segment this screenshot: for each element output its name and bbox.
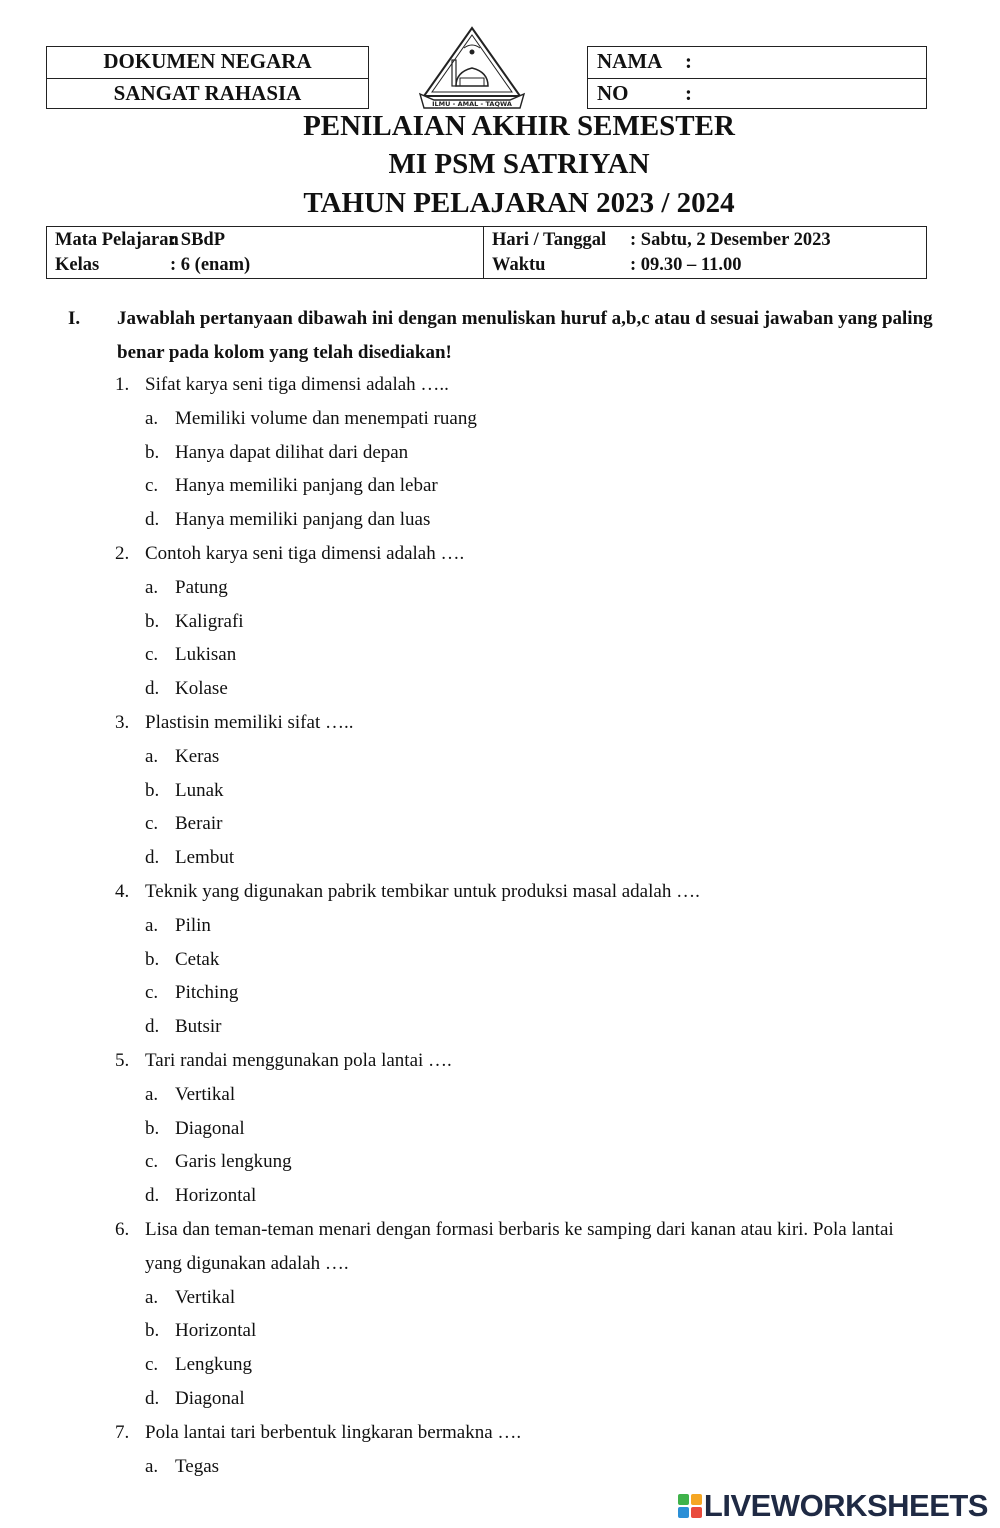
classification-line-1: DOKUMEN NEGARA [103, 49, 312, 73]
option-text: Diagonal [175, 1117, 245, 1139]
answer-option[interactable] [115, 740, 935, 774]
section-number: I. [68, 308, 81, 329]
answer-option[interactable] [115, 1145, 935, 1179]
option-text: Lembut [175, 847, 235, 869]
option-text: Horizontal [175, 1320, 257, 1342]
exam-title: PENILAIAN AKHIR SEMESTER [303, 110, 735, 142]
question-stem [115, 368, 935, 402]
option-letter: a. [145, 914, 159, 936]
question-number: 3. [115, 711, 130, 733]
option-letter: a. [145, 576, 159, 598]
answer-option[interactable] [115, 503, 935, 537]
option-letter: b. [145, 779, 160, 801]
question-number: 6. [115, 1218, 130, 1240]
nama-separator: : [685, 49, 692, 73]
option-letter: d. [145, 1185, 160, 1207]
watermark-text: LIVEWORKSHEETS [703, 1488, 988, 1523]
question-3 [115, 706, 935, 875]
option-letter: d. [145, 847, 160, 869]
answer-option[interactable] [115, 402, 935, 436]
answer-option[interactable] [115, 841, 935, 875]
question-stem [115, 1416, 935, 1450]
question-text: Lisa dan teman-teman menari dengan formasi berbaris ke samping dari kanan atau kiri. Pola lantai yang digunakan adalah …. [145, 1218, 894, 1274]
classification-box [46, 46, 369, 109]
no-label: NO [597, 81, 629, 105]
option-letter: a. [145, 745, 159, 767]
answer-option[interactable] [115, 1281, 935, 1315]
question-7 [115, 1416, 935, 1484]
kelas-label: Kelas [55, 255, 100, 275]
question-text: Plastisin memiliki sifat ….. [145, 711, 354, 733]
option-text: Keras [175, 745, 220, 767]
option-text: Hanya dapat dilihat dari depan [175, 441, 409, 463]
question-number: 1. [115, 374, 130, 395]
question-number: 7. [115, 1421, 130, 1443]
hari-value: : Sabtu, 2 Desember 2023 [630, 230, 831, 250]
option-text: Kolase [175, 678, 228, 700]
option-letter: a. [145, 1455, 159, 1477]
option-text: Vertikal [175, 1083, 236, 1105]
logo-square [678, 1494, 689, 1505]
option-letter: c. [145, 644, 159, 666]
mapel-value: : SBdP [170, 230, 226, 250]
waktu-row [492, 253, 926, 278]
question-text: Tari randai menggunakan pola lantai …. [145, 1049, 452, 1071]
answer-option[interactable] [115, 1179, 935, 1213]
option-letter: b. [145, 1117, 160, 1139]
hari-label: Hari / Tanggal [492, 230, 607, 250]
option-text: Butsir [175, 1016, 222, 1038]
option-text: Lunak [175, 779, 224, 801]
option-text: Horizontal [175, 1185, 257, 1207]
question-number: 2. [115, 542, 130, 564]
logo-square [691, 1494, 702, 1505]
option-text: Diagonal [175, 1387, 245, 1409]
question-5 [115, 1044, 935, 1213]
mapel-row [55, 228, 483, 253]
question-text: Teknik yang digunakan pabrik tembikar untuk produksi masal adalah …. [145, 880, 700, 902]
answer-option[interactable] [115, 807, 935, 841]
option-letter: b. [145, 441, 160, 463]
exam-info-table [46, 226, 927, 279]
question-4 [115, 875, 935, 1044]
section-instruction [68, 302, 938, 370]
option-text: Memiliki volume dan menempati ruang [175, 407, 477, 429]
option-letter: c. [145, 813, 159, 835]
option-text: Hanya memiliki panjang dan luas [175, 509, 431, 531]
answer-option[interactable] [115, 436, 935, 470]
kelas-row [55, 253, 483, 278]
option-letter: b. [145, 948, 160, 970]
option-text: Garis lengkung [175, 1151, 292, 1173]
option-letter: d. [145, 1016, 160, 1038]
no-row[interactable] [588, 78, 926, 109]
classification-line-2: SANGAT RAHASIA [47, 78, 368, 109]
answer-option[interactable] [115, 638, 935, 672]
answer-option[interactable] [115, 605, 935, 639]
question-6 [115, 1213, 935, 1416]
answer-option[interactable] [115, 1348, 935, 1382]
liveworksheets-watermark [678, 1488, 988, 1524]
option-letter: b. [145, 610, 160, 632]
option-text: Vertikal [175, 1286, 236, 1308]
question-2 [115, 537, 935, 706]
option-letter: c. [145, 1151, 159, 1173]
answer-option[interactable] [115, 774, 935, 808]
no-separator: : [685, 81, 692, 105]
question-list [115, 368, 935, 1483]
option-text: Pitching [175, 982, 239, 1004]
logo-motto: ILMU - AMAL - TAQWA [432, 100, 512, 108]
option-text: Patung [175, 576, 228, 598]
mapel-label: Mata Pelajaran [55, 230, 179, 250]
answer-option[interactable] [115, 1314, 935, 1348]
school-logo-icon [412, 24, 532, 110]
option-letter: d. [145, 1387, 160, 1409]
answer-option[interactable] [115, 469, 935, 503]
option-text: Hanya memiliki panjang dan lebar [175, 475, 438, 497]
option-letter: b. [145, 1320, 160, 1342]
question-text: Sifat karya seni tiga dimensi adalah ….. [145, 374, 449, 395]
option-letter: c. [145, 1354, 159, 1376]
school-name: MI PSM SATRIYAN [388, 148, 650, 180]
waktu-label: Waktu [492, 255, 546, 275]
option-text: Tegas [175, 1455, 220, 1477]
answer-option[interactable] [115, 571, 935, 605]
question-stem [115, 706, 935, 740]
option-letter: d. [145, 678, 160, 700]
option-letter: a. [145, 1286, 159, 1308]
nama-row[interactable] [588, 47, 926, 78]
question-stem [115, 1044, 935, 1078]
option-letter: c. [145, 982, 159, 1004]
academic-year: TAHUN PELAJARAN 2023 / 2024 [303, 187, 735, 219]
question-stem [115, 875, 935, 909]
question-1 [115, 368, 935, 537]
option-text: Kaligrafi [175, 610, 244, 632]
option-text: Lengkung [175, 1354, 253, 1376]
question-stem [115, 1213, 935, 1281]
option-letter: c. [145, 475, 159, 497]
liveworksheets-logo-icon [678, 1494, 702, 1518]
question-stem [115, 537, 935, 571]
option-text: Lukisan [175, 644, 237, 666]
answer-option[interactable] [115, 976, 935, 1010]
answer-option[interactable] [115, 1450, 935, 1484]
answer-option[interactable] [115, 1112, 935, 1146]
option-text: Cetak [175, 948, 220, 970]
nama-label: NAMA [597, 49, 663, 73]
logo-square [678, 1507, 689, 1518]
instruction-text: Jawablah pertanyaan dibawah ini dengan menuliskan huruf a,b,c atau d sesuai jawaban yang paling benar pada kolom yang telah disediakan! [117, 308, 933, 363]
question-number: 5. [115, 1049, 130, 1071]
option-letter: a. [145, 407, 159, 429]
option-letter: a. [145, 1083, 159, 1105]
hari-row [492, 228, 926, 253]
kelas-value: : 6 (enam) [170, 255, 251, 275]
option-text: Berair [175, 813, 223, 835]
option-letter: d. [145, 509, 160, 531]
question-text: Contoh karya seni tiga dimensi adalah …. [145, 542, 465, 564]
answer-option[interactable] [115, 1010, 935, 1044]
answer-option[interactable] [115, 672, 935, 706]
waktu-value: : 09.30 – 11.00 [630, 255, 742, 275]
logo-square [691, 1507, 702, 1518]
question-number: 4. [115, 880, 130, 902]
question-text: Pola lantai tari berbentuk lingkaran bermakna …. [145, 1421, 522, 1443]
answer-option[interactable] [115, 1078, 935, 1112]
answer-option[interactable] [115, 1382, 935, 1416]
option-text: Pilin [175, 914, 211, 936]
answer-option[interactable] [115, 943, 935, 977]
student-identity-box [587, 46, 927, 109]
answer-option[interactable] [115, 909, 935, 943]
